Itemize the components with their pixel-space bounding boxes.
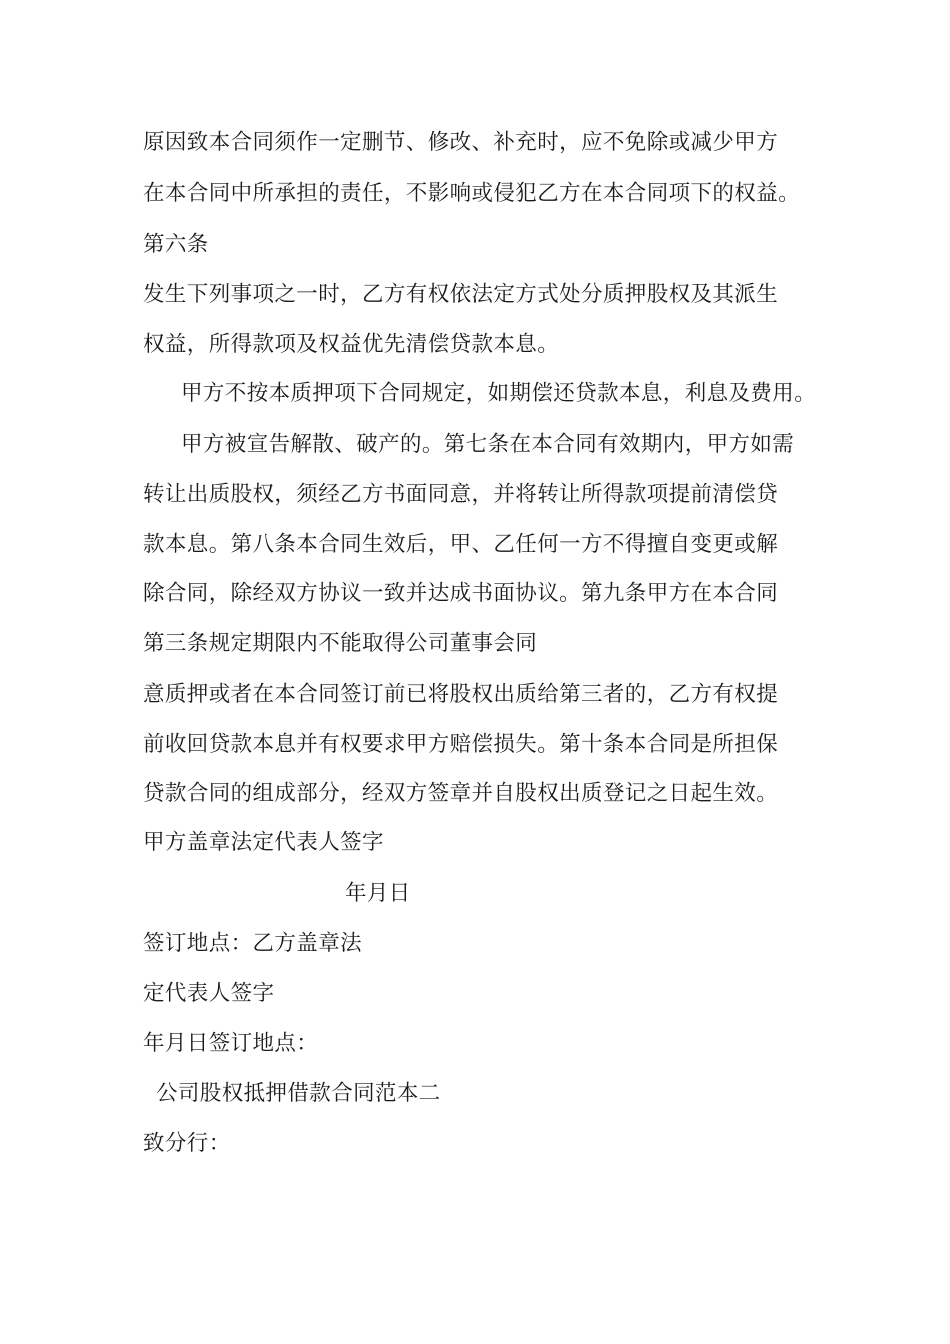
text-line-5: 权益，所得款项及权益优先清偿贷款本息。 [143,332,560,357]
signature-line-party-a: 甲方盖章法定代表人签字 [143,830,384,855]
text-line-4: 发生下列事项之一时，乙方有权依法定方式处分质押股权及其派生 [143,282,779,307]
addressee-line: 致分行： [143,1131,231,1156]
text-line-6: 甲方不按本质押项下合同规定，如期偿还贷款本息，利息及费用。 [181,381,817,406]
section-title-template-two: 公司股权抵押借款合同范本二 [156,1081,441,1106]
signature-line-party-b: 定代表人签字 [143,981,275,1006]
text-line-13: 前收回贷款本息并有权要求甲方赔偿损失。第十条本合同是所担保 [143,732,779,757]
text-line-9: 款本息。第八条本合同生效后，甲、乙任何一方不得擅自变更或解 [143,532,779,557]
text-line-8: 转让出质股权，须经乙方书面同意，并将转让所得款项提前清偿贷 [143,482,779,507]
text-line-14: 贷款合同的组成部分，经双方签章并自股权出质登记之日起生效。 [143,781,779,806]
article-heading-6: 第六条 [143,232,209,257]
date-line-1: 年月日 [345,881,411,906]
text-line-12: 意质押或者在本合同签订前已将股权出质给第三者的，乙方有权提 [143,682,779,707]
text-line-7: 甲方被宣告解散、破产的。第七条在本合同有效期内，甲方如需 [181,432,795,457]
text-line-10: 除合同，除经双方协议一致并达成书面协议。第九条甲方在本合同 [143,581,779,606]
signing-place-line: 签订地点：乙方盖章法 [143,931,363,956]
text-line-2: 在本合同中所承担的责任，不影响或侵犯乙方在本合同项下的权益。 [143,181,801,206]
text-line-11: 第三条规定期限内不能取得公司董事会同 [143,631,538,656]
date-place-line: 年月日签订地点： [143,1031,319,1056]
text-line-1: 原因致本合同须作一定删节、修改、补充时，应不免除或减少甲方 [143,130,779,155]
